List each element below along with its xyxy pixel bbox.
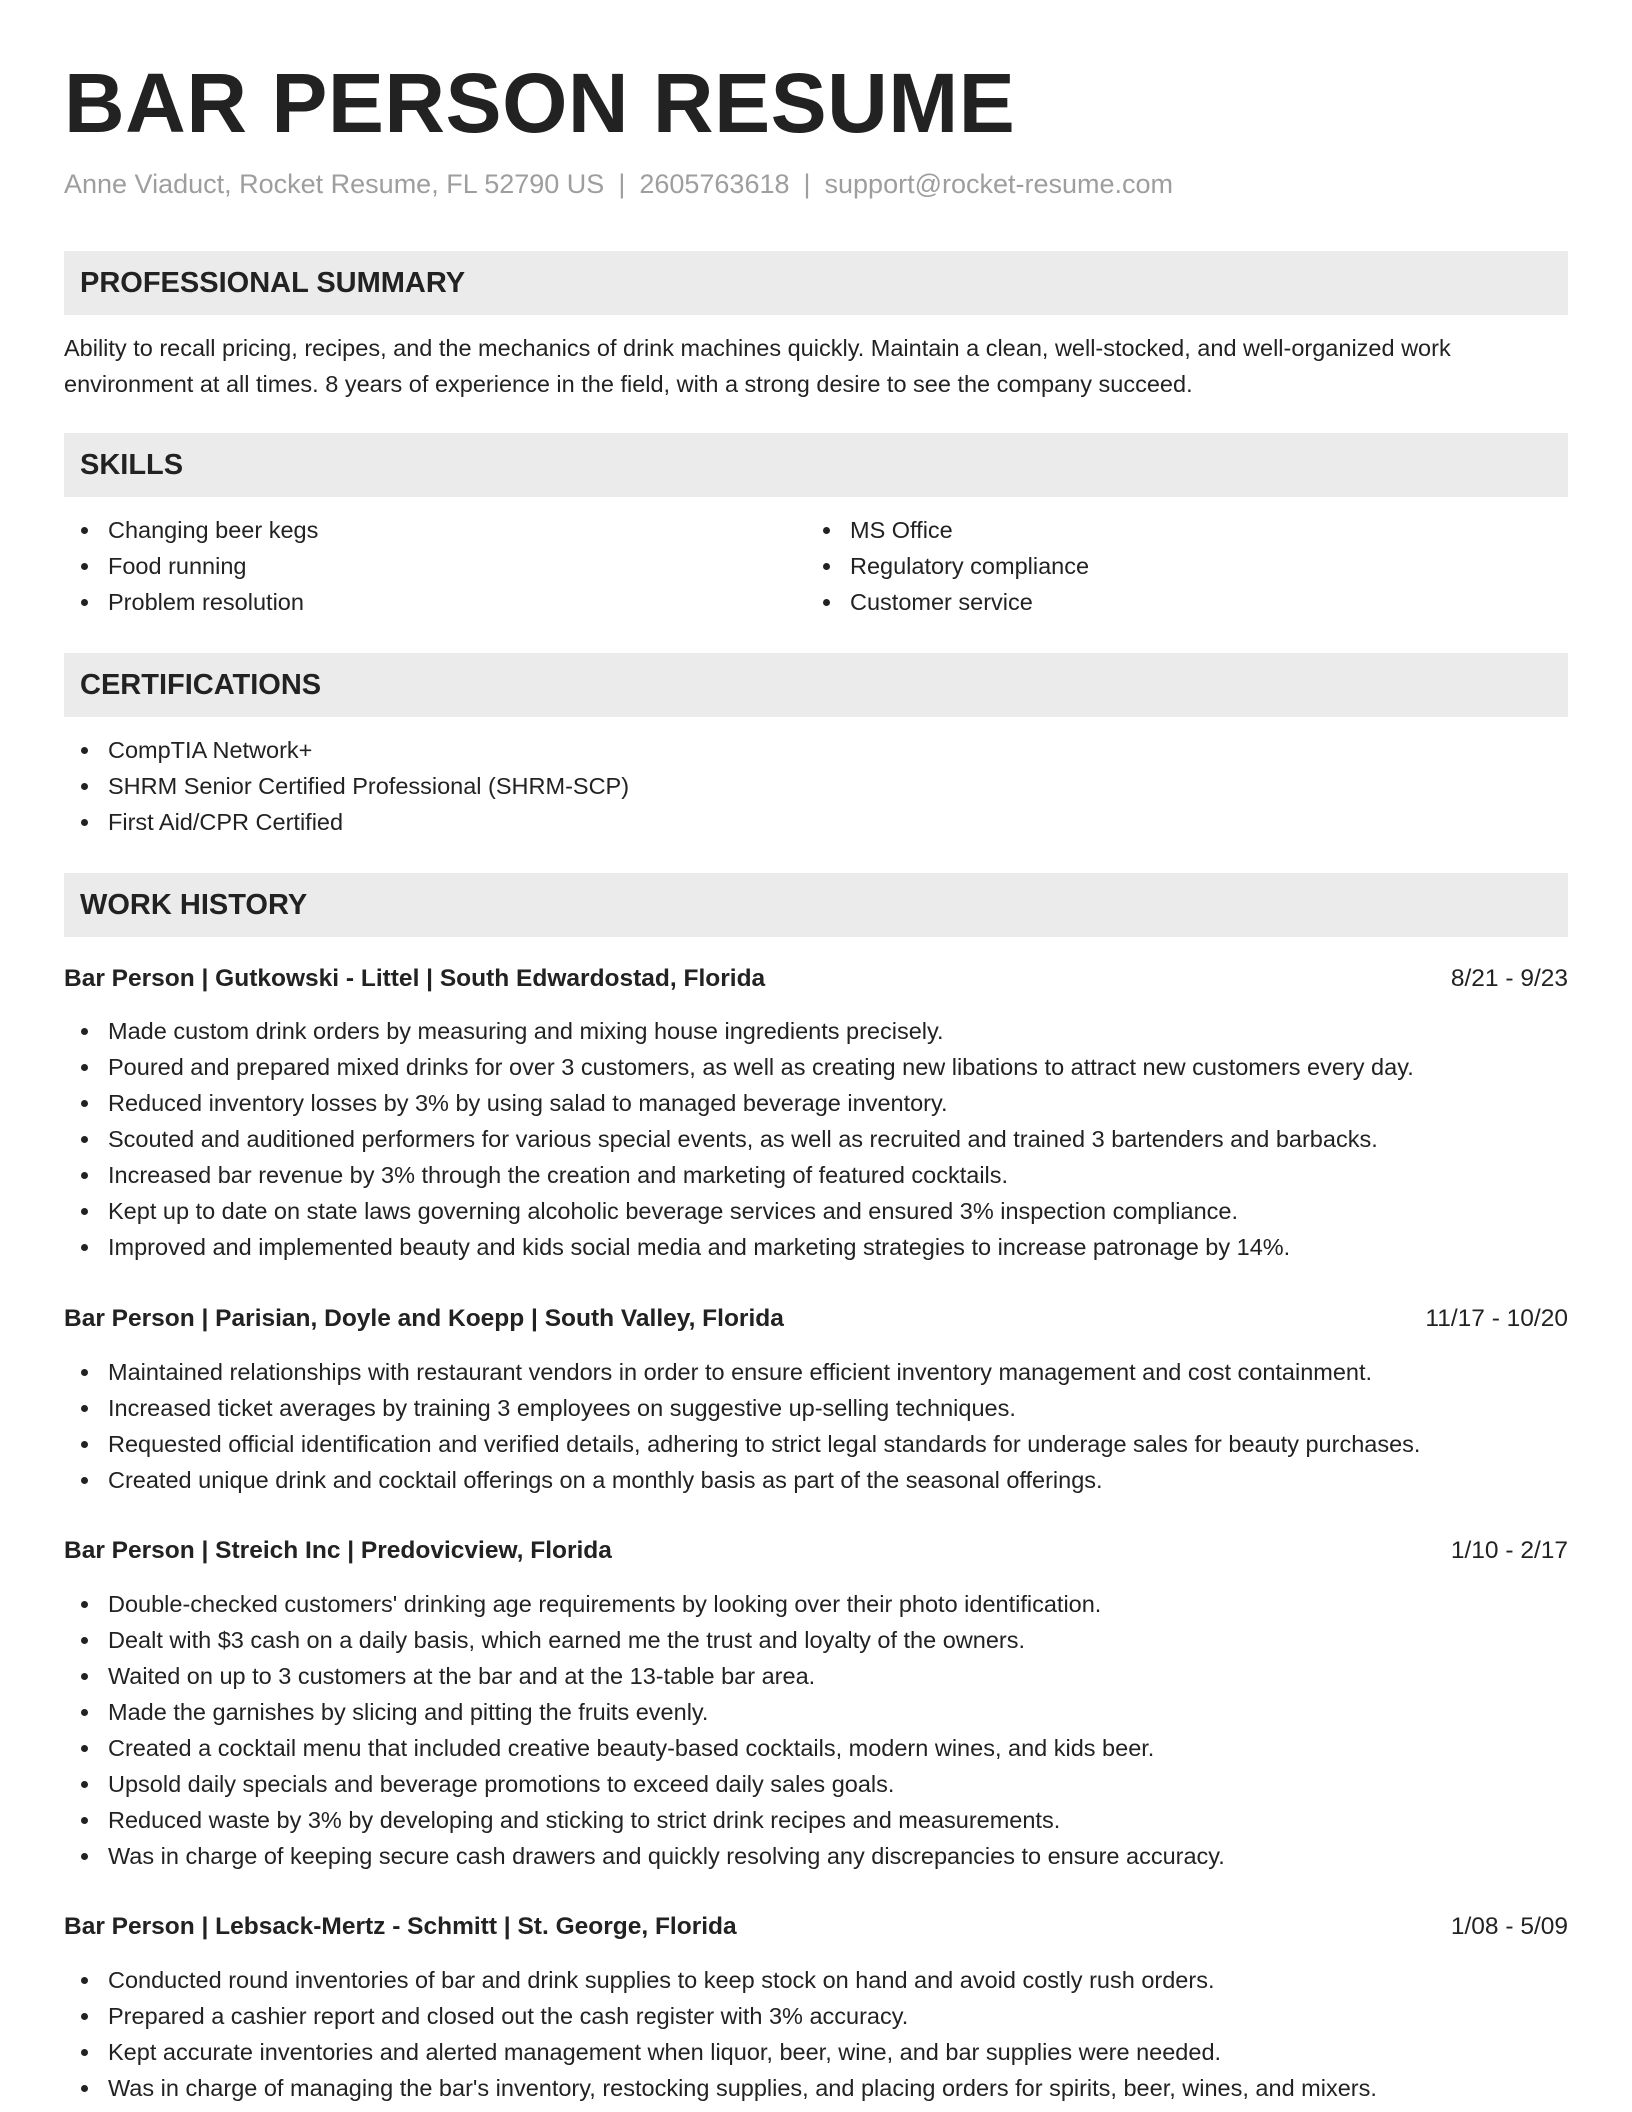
job-bullets [64,1962,1568,2106]
list-item: Improved and implemented beauty and kids social media and marketing strategies to increase patronage by 14%. [64,1229,1568,1265]
section-heading-summary: PROFESSIONAL SUMMARY [64,251,1568,315]
contact-email: support@rocket-resume.com [824,169,1174,199]
list-item: Double-checked customers' drinking age requirements by looking over their photo identification. [64,1586,1568,1622]
list-item: Made the garnishes by slicing and pitting the fruits evenly. [64,1694,1568,1730]
section-heading-skills: SKILLS [64,433,1568,497]
list-item: Requested official identification and verified details, adhering to strict legal standards for underage sales for beauty purchases. [64,1426,1568,1462]
list-item: Poured and prepared mixed drinks for over 3 customers, as well as creating new libations to attract new customers every day. [64,1049,1568,1085]
job-bullets [64,1354,1568,1498]
list-item: Maintained relationships with restaurant vendors in order to ensure efficient inventory management and cost containment. [64,1354,1568,1390]
summary-text: Ability to recall pricing, recipes, and the mechanics of drink machines quickly. Maintain a clean, well-stocked, and well-organized work environment at all times. 8 years of experience in the field, with a strong desire to see the company succeed. [64,335,1451,397]
list-item: Created unique drink and cocktail offerings on a monthly basis as part of the seasonal offerings. [64,1462,1568,1498]
list-item: First Aid/CPR Certified [64,804,1568,840]
contact-separator: | [803,169,811,199]
skills-list-right [806,512,1568,620]
contact-line [64,166,1173,202]
job-header [64,961,1568,997]
list-item: CompTIA Network+ [64,732,1568,768]
certifications-list [64,732,1568,840]
contact-address: Anne Viaduct, Rocket Resume, FL 52790 US [64,169,605,199]
contact-separator: | [618,169,626,199]
list-item: SHRM Senior Certified Professional (SHRM-SCP) [64,768,1568,804]
list-item: Was in charge of keeping secure cash drawers and quickly resolving any discrepancies to ensure accuracy. [64,1838,1568,1874]
section-heading-certifications: CERTIFICATIONS [64,653,1568,717]
section-heading-work-history: WORK HISTORY [64,873,1568,937]
list-item: Regulatory compliance [806,548,1568,584]
job-title: Bar Person | Gutkowski - Littel | South Edwardostad, Florida [64,965,766,992]
list-item: Kept up to date on state laws governing alcoholic beverage services and ensured 3% inspection compliance. [64,1193,1568,1229]
job-dates: 1/10 - 2/17 [1450,1537,1568,1564]
list-item: Food running [64,548,794,584]
job-title: Bar Person | Lebsack-Mertz - Schmitt | St. George, Florida [64,1913,737,1940]
list-item: Dealt with $3 cash on a daily basis, which earned me the trust and loyalty of the owners. [64,1622,1568,1658]
list-item: Reduced waste by 3% by developing and sticking to strict drink recipes and measurements. [64,1802,1568,1838]
list-item: Kept accurate inventories and alerted management when liquor, beer, wine, and bar supplies were needed. [64,2034,1568,2070]
list-item: Made custom drink orders by measuring and mixing house ingredients precisely. [64,1013,1568,1049]
list-item: Created a cocktail menu that included creative beauty-based cocktails, modern wines, and kids beer. [64,1730,1568,1766]
list-item: Conducted round inventories of bar and drink supplies to keep stock on hand and avoid costly rush orders. [64,1962,1568,1998]
resume-title: BAR PERSON RESUME [64,56,1016,150]
skills-list-left [64,512,794,620]
list-item: Changing beer kegs [64,512,794,548]
job-header [64,1533,1568,1569]
job-bullets [64,1013,1568,1265]
job-title: Bar Person | Streich Inc | Predovicview, Florida [64,1537,612,1564]
list-item: Was in charge of managing the bar's inventory, restocking supplies, and placing orders for spirits, beer, wines, and mixers. [64,2070,1568,2106]
list-item: Problem resolution [64,584,794,620]
list-item: Customer service [806,584,1568,620]
list-item: Increased ticket averages by training 3 employees on suggestive up-selling techniques. [64,1390,1568,1426]
list-item: Waited on up to 3 customers at the bar and at the 13-table bar area. [64,1658,1568,1694]
job-header [64,1909,1568,1945]
job-title: Bar Person | Parisian, Doyle and Koepp | South Valley, Florida [64,1305,784,1332]
list-item: Upsold daily specials and beverage promotions to exceed daily sales goals. [64,1766,1568,1802]
list-item: MS Office [806,512,1568,548]
job-bullets [64,1586,1568,1874]
job-header [64,1301,1568,1337]
list-item: Scouted and auditioned performers for various special events, as well as recruited and trained 3 bartenders and barbacks. [64,1121,1568,1157]
list-item: Increased bar revenue by 3% through the creation and marketing of featured cocktails. [64,1157,1568,1193]
job-dates: 1/08 - 5/09 [1450,1913,1568,1940]
list-item: Prepared a cashier report and closed out the cash register with 3% accuracy. [64,1998,1568,2034]
job-dates: 8/21 - 9/23 [1450,965,1568,992]
contact-phone: 2605763618 [639,169,790,199]
list-item: Reduced inventory losses by 3% by using salad to managed beverage inventory. [64,1085,1568,1121]
job-dates: 11/17 - 10/20 [1425,1305,1568,1332]
